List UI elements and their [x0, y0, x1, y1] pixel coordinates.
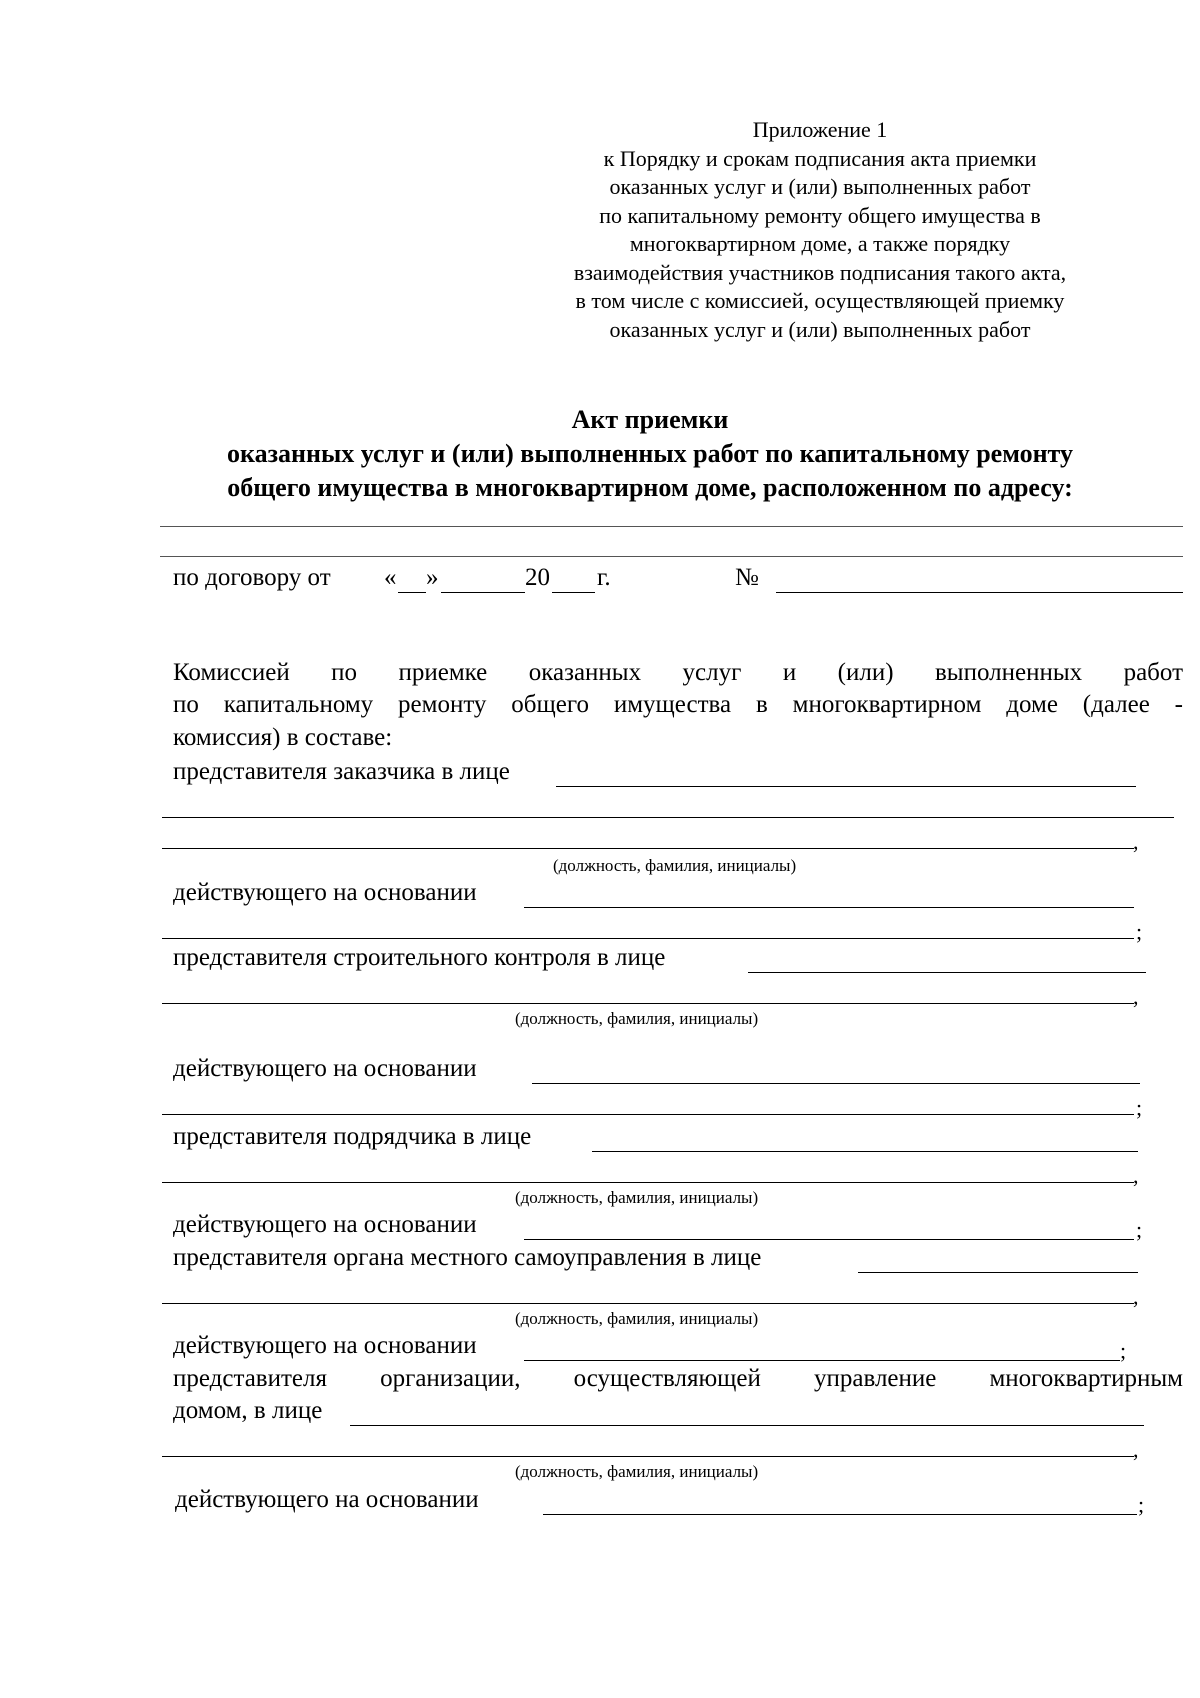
- appendix-line: оказанных услуг и (или) выполненных работ: [609, 174, 1031, 199]
- appendix-line: Приложение 1: [752, 117, 888, 142]
- address-line-2[interactable]: [160, 556, 1183, 557]
- semicolon: ;: [1136, 1095, 1143, 1120]
- construction-control-rep-field[interactable]: [748, 972, 1146, 973]
- contractor-rep-field[interactable]: [592, 1151, 1138, 1152]
- comma: ,: [1133, 1437, 1139, 1462]
- local-gov-rep-field[interactable]: [858, 1272, 1138, 1273]
- contract-prefix: по договору от: [173, 564, 331, 591]
- acting-basis-field[interactable]: [524, 907, 1134, 908]
- customer-rep-field[interactable]: [556, 786, 1136, 787]
- appendix-line: в том числе с комиссией, осуществляющей приемку: [575, 288, 1065, 313]
- management-org-rep-field-line-2[interactable]: [162, 1456, 1134, 1457]
- commission-intro-line-2: по капитальному ремонту общего имущества в многоквартирном доме (далее -: [173, 691, 1183, 718]
- semicolon: ;: [1136, 1217, 1143, 1242]
- commission-intro-line-3: комиссия) в составе:: [173, 724, 393, 751]
- customer-rep-field-line-2[interactable]: [162, 817, 1174, 818]
- address-line-1[interactable]: [160, 526, 1183, 527]
- acting-basis-field-line-2[interactable]: [162, 938, 1134, 939]
- local-gov-rep-label: представителя органа местного самоуправления в лице: [173, 1244, 762, 1271]
- date-open-quote: «: [384, 564, 397, 591]
- management-org-rep-label-line-2: домом, в лице: [173, 1397, 323, 1424]
- acting-basis-label: действующего на основании: [173, 879, 477, 906]
- commission-intro-line-1: Комиссией по приемке оказанных услуг и (или) выполненных работ: [173, 659, 1183, 686]
- year-prefix: 20: [525, 564, 550, 591]
- title-line: Акт приемки: [571, 405, 729, 434]
- title-line: общего имущества в многоквартирном доме, расположенном по адресу:: [227, 473, 1073, 502]
- construction-control-rep-label: представителя строительного контроля в лице: [173, 944, 666, 971]
- customer-rep-field-line-3[interactable]: [162, 848, 1134, 849]
- document-title: [120, 403, 1180, 505]
- construction-control-rep-field-line-2[interactable]: [162, 1003, 1134, 1004]
- acting-basis-field-line-2[interactable]: [162, 1114, 1134, 1115]
- acting-basis-label: действующего на основании: [173, 1332, 477, 1359]
- contract-number-field[interactable]: [776, 592, 1183, 593]
- customer-rep-label: представителя заказчика в лице: [173, 758, 510, 785]
- acting-basis-label: действующего на основании: [175, 1486, 479, 1513]
- semicolon: ;: [1136, 919, 1143, 944]
- comma: ,: [1133, 984, 1139, 1009]
- local-gov-rep-field-line-2[interactable]: [162, 1303, 1134, 1304]
- position-caption: (должность, фамилия, инициалы): [515, 1009, 759, 1028]
- contract-day-field[interactable]: [398, 592, 426, 593]
- contractor-rep-label: представителя подрядчика в лице: [173, 1123, 532, 1150]
- acting-basis-field[interactable]: [524, 1360, 1120, 1361]
- contractor-rep-field-line-2[interactable]: [162, 1182, 1134, 1183]
- comma: ,: [1133, 829, 1139, 854]
- comma: ,: [1133, 1284, 1139, 1309]
- position-caption: (должность, фамилия, инициалы): [515, 1188, 759, 1207]
- management-org-rep-field[interactable]: [350, 1425, 1144, 1426]
- date-close-quote: »: [426, 564, 439, 591]
- semicolon: ;: [1120, 1338, 1127, 1363]
- acting-basis-label: действующего на основании: [173, 1055, 477, 1082]
- position-caption: (должность, фамилия, инициалы): [515, 1309, 759, 1328]
- acting-basis-label: действующего на основании: [173, 1211, 477, 1238]
- comma: ,: [1133, 1163, 1139, 1188]
- semicolon: ;: [1138, 1492, 1145, 1517]
- position-caption: (должность, фамилия, инициалы): [515, 1462, 759, 1481]
- acting-basis-field[interactable]: [532, 1083, 1140, 1084]
- acting-basis-field[interactable]: [543, 1514, 1137, 1515]
- title-line: оказанных услуг и (или) выполненных работ по капитальному ремонту: [227, 439, 1073, 468]
- appendix-line: многоквартирном доме, а также порядку: [629, 231, 1011, 256]
- appendix-line: оказанных услуг и (или) выполненных работ: [609, 316, 1031, 342]
- contract-month-field[interactable]: [441, 592, 525, 593]
- year-suffix: г.: [597, 564, 611, 591]
- appendix-line: взаимодействия участников подписания такого акта,: [573, 259, 1067, 285]
- acting-basis-field[interactable]: [524, 1239, 1134, 1240]
- position-caption: (должность, фамилия, инициалы): [553, 856, 797, 875]
- appendix-line: по капитальному ремонту общего имущества в: [599, 202, 1041, 228]
- appendix-line: к Порядку и срокам подписания акта приемки: [603, 145, 1037, 171]
- management-org-rep-label-line-1: представителя организации, осуществляющей управление многоквартирным: [173, 1365, 1183, 1392]
- number-sign: №: [735, 564, 759, 591]
- appendix-header: [520, 116, 1120, 344]
- contract-year-field[interactable]: [552, 592, 595, 593]
